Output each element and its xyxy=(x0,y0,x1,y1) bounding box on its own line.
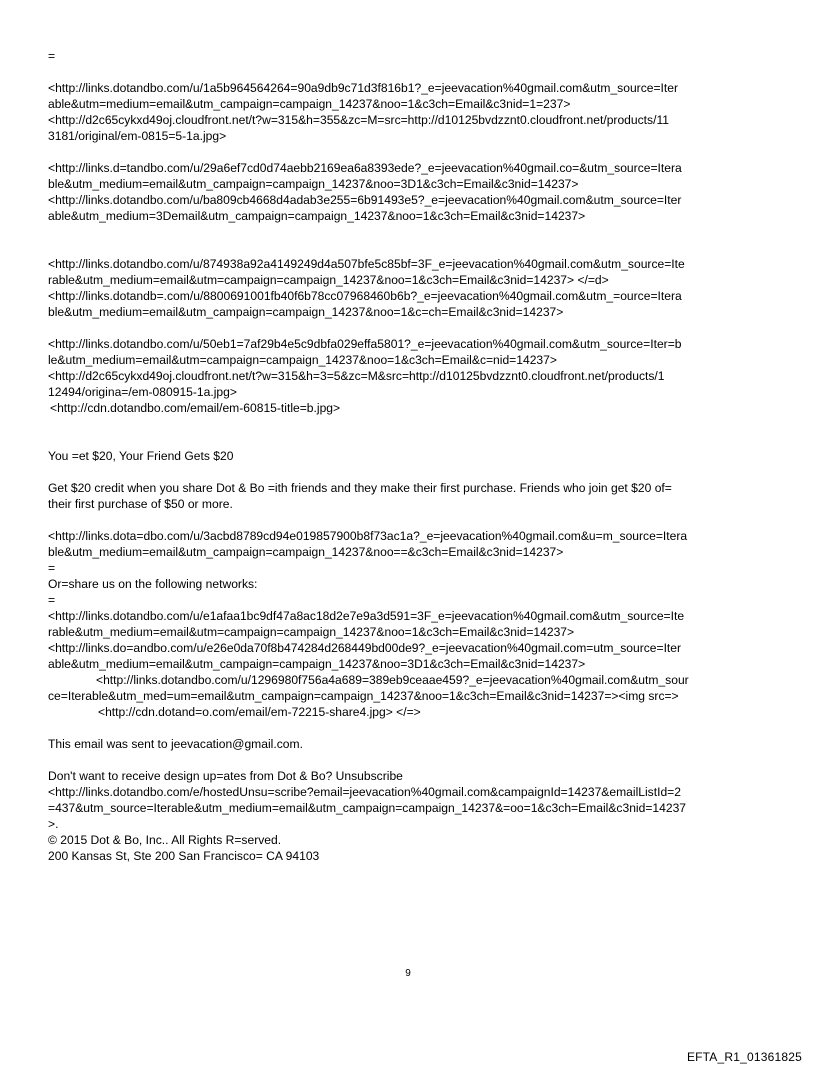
text-line: <http://cdn.dotandbo.com/email/em-60815-title=b.jpg> xyxy=(50,401,341,415)
text-line: =437&utm_source=Iterable&utm_medium=email&utm_campaign=campaign_14237&=oo=1&c3ch=Email&c3nid=14237 xyxy=(48,801,687,815)
text-line: ble&utm_medium=email&utm_campaign=campaign_14237&noo=3D1&c3ch=Email&c3nid=14237> xyxy=(48,177,579,191)
text-line: le&utm_medium=email&utm=campaign=campaign_14237&noo=1&c3ch=Email&c=nid=14237> xyxy=(48,353,557,367)
text-line: <http://links.d=tandbo.com/u/29a6ef7cd0d74aebb2169ea6a8393ede?_e=jeevacation%40gmail.co=&utm_source=Itera xyxy=(48,161,682,175)
text-line: <http://links.dotandbo.com/u/50eb1=7af29b4e5c9dbfa029effa5801?_e=jeevacation%40gmail.com&utm_source=Iter=b xyxy=(48,337,682,351)
text-line: = xyxy=(48,49,56,63)
text-line: = xyxy=(48,561,56,575)
text-line: <http://d2c65cykxd49oj.cloudfront.net/t?w=315&h=355&zc=M=src=http://d10125bvdzznt0.cloudfront.net/products/11 xyxy=(48,113,669,127)
bates-number: EFTA_R1_01361825 xyxy=(686,1050,802,1064)
address-line: 200 Kansas St, Ste 200 San Francisco= CA 94103 xyxy=(48,849,320,863)
text-line: <http://cdn.dotand=o.com/email/em-72215-share4.jpg> </=> xyxy=(98,705,421,719)
text-line: ble&utm_medium=email&utm_campaign=campaign_14237&noo=1&c=ch=Email&c3nid=14237> xyxy=(48,305,564,319)
text-line: Don't want to receive design up=ates from Dot & Bo? Unsubscribe xyxy=(48,769,403,783)
copyright-line: © 2015 Dot & Bo, Inc.. All Rights R=served. xyxy=(48,833,282,847)
page-number: 9 xyxy=(405,968,411,979)
text-line: <http://links.dotandbo.com/u/e1afaa1bc9df47a8ac18d2e7e9a3d591=3F_e=jeevacation%40gmail.com&utm_source=Ite xyxy=(48,609,685,623)
text-line: Get $20 credit when you share Dot & Bo =ith friends and they make their first purchase. Friends who join get $20 of= xyxy=(48,481,672,495)
text-line: >. xyxy=(48,817,59,831)
text-line: <http://links.dotandb=.com/u/8800691001fb40f6b78cc07968460b6b?_e=jeevacation%40gmail.com&utm_=ource=Itera xyxy=(48,289,682,303)
text-line: <http://links.dotandbo.com/u/1296980f756a4a689=389eb9ceaae459?_e=jeevacation%40gmail.com&utm_sour xyxy=(96,673,689,687)
text-line: rable&utm_medium=email&utm=campaign=campaign_14237&noo=1&c3ch=Email&c3nid=14237> </=d> xyxy=(48,273,609,287)
text-line: able&utm=medium=email&utm_campaign=campaign_14237&noo=1&c3ch=Email&c3nid=1=237> xyxy=(48,97,571,111)
text-line: 12494/origina=/em-080915-1a.jpg> xyxy=(48,385,237,399)
text-line: <http://links.dotandbo.com/e/hostedUnsu=scribe?email=jeevacation%40gmail.com&campaignId=14237&emailListId=2 xyxy=(48,785,681,799)
text-line: their first purchase of $50 or more. xyxy=(48,497,233,511)
document-body xyxy=(48,48,770,864)
text-line: able&utm_medium=email&utm_campaign=campaign_14237&noo=3D1&c3ch=Email&c3nid=14237> xyxy=(48,657,586,671)
text-line: <http://links.dotandbo.com/u/1a5b964564264=90a9db9c71d3f816b1?_e=jeevacation%40gmail.com&utm_source=Iter xyxy=(48,81,679,95)
text-line: This email was sent to jeevacation@gmail.com. xyxy=(48,737,303,751)
text-line: You =et $20, Your Friend Gets $20 xyxy=(48,449,234,463)
text-line: = xyxy=(48,593,56,607)
text-line: able&utm_medium=3Demail&utm_campaign=campaign_14237&noo=1&c3ch=Email&c3nid=14237> xyxy=(48,209,586,223)
text-line: 3181/original/em-0815=5-1a.jpg> xyxy=(48,129,227,143)
text-line: ble&utm_medium=email&utm_campaign=campaign_14237&noo==&c3ch=Email&c3nid=14237> xyxy=(48,545,564,559)
text-line: <http://links.dota=dbo.com/u/3acbd8789cd94e019857900b8f73ac1a?_e=jeevacation%40gmail.com&u=m_source=Itera xyxy=(48,529,688,543)
text-line: rable&utm_medium=email&utm=campaign=campaign_14237&noo=1&c3ch=Email&c3nid=14237> xyxy=(48,625,575,639)
text-line: ce=Iterable&utm_med=um=email&utm_campaign=campaign_14237&noo=1&c3ch=Email&c3nid=14237=><img src=> xyxy=(48,689,679,703)
text-line: <http://links.dotandbo.com/u/874938a92a4149249d4a507bfe5c85bf=3F_e=jeevacation%40gmail.com&utm_source=Ite xyxy=(48,257,685,271)
text-line: <http://links.do=andbo.com/u/e26e0da70f8b474284d268449bd00de9?_e=jeevacation%40gmail.com=utm_source=Iter xyxy=(48,641,682,655)
text-line: Or=share us on the following networks: xyxy=(48,577,258,591)
text-line: <http://d2c65cykxd49oj.cloudfront.net/t?w=315&h=3=5&zc=M&src=http://d10125bvdzznt0.cloudfront.net/products/1 xyxy=(48,369,665,383)
text-line: <http://links.dotandbo.com/u/ba809cb4668d4adab3e255=6b91493e5?_e=jeevacation%40gmail.com&utm_source=Iter xyxy=(48,193,682,207)
